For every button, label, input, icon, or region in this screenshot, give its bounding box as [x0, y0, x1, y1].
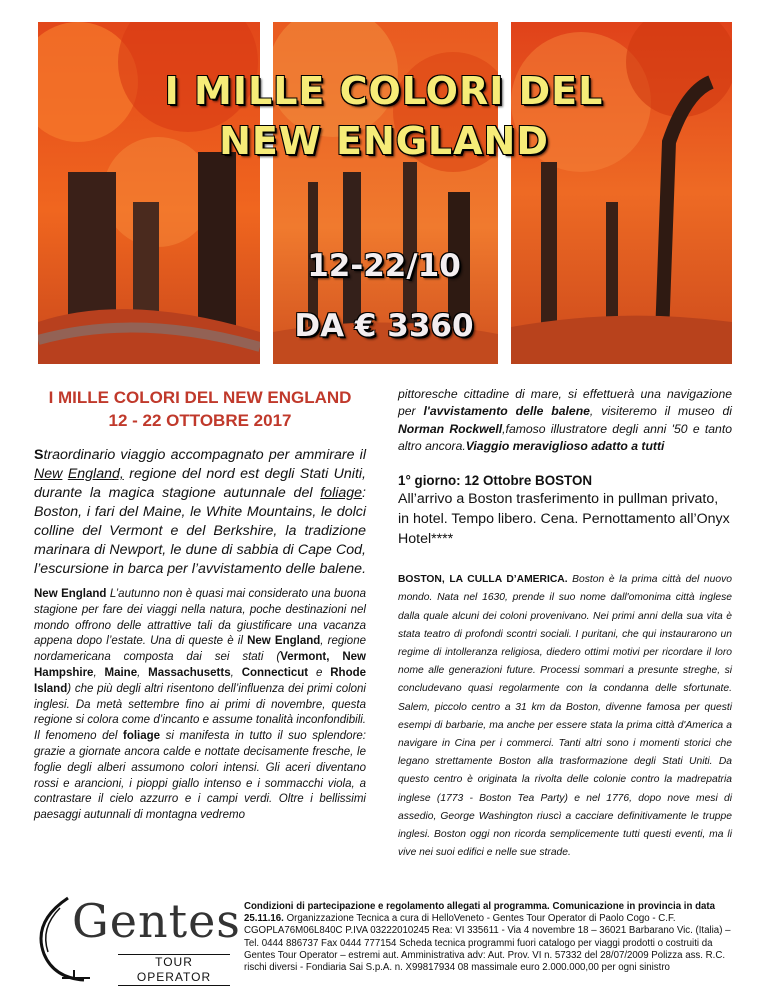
body-text: ,famoso illustratore degli anni '50 e tanto altro ancora.: [398, 421, 732, 453]
bold-term: Norman Rockwell: [398, 421, 503, 436]
left-column: [34, 386, 366, 824]
right-column: [398, 386, 732, 862]
hero-price: DA € 3360: [294, 308, 474, 344]
hero-title-line2: NEW ENGLAND: [219, 119, 549, 163]
article-title-line1: I MILLE COLORI DEL NEW ENGLAND: [48, 388, 352, 407]
body-text: , regione nordamericana composta dai sei stati (: [34, 635, 366, 664]
new-england-paragraph: [34, 587, 366, 824]
intro-underline: England,: [67, 466, 124, 482]
conditions-body: Organizzazione Tecnica a cura di HelloVeneto - Gentes Tour Operator di Paolo Cogo - C.F. CGOPLA76M06L840C P.IVA 03222010245 Rea: VI 335611 - Via 4 novembre 18 – 36021 Barbarano Vic. (Italia) – Tel. 0444 886737 Fax 0444 777154 Scheda tecnica programmi fuori catalogo per viaggi prodotti o costruiti da Gentes Tour Operator – estremi aut. Amministrativa adv: Aut. Prov. VI n. 57332 del 28/07/2009 Polizza ass. R.C. rischi diversi - Fondiaria Sai S.p.A. n. X99817934 08 massimale euro 2.000.000,00 per ogni sinistro: [244, 913, 731, 974]
bold-term: BOSTON, LA CULLA D’AMERICA.: [398, 574, 568, 586]
hero-banner: [0, 0, 768, 364]
bold-term: Connecticut: [241, 666, 309, 679]
bold-term: Viaggio meraviglioso adatto a tutti: [465, 438, 665, 453]
body-text: ) che più degli altri risentono dell’influenza dei primi coloni inglesi. Da metà settembre fino ai primi di novembre, questa regione si colora come d’incanto e assume tonalità inconfondibili. Il fenomeno del: [34, 682, 366, 743]
day1-title: 1° giorno: 12 Ottobre BOSTON: [398, 473, 593, 489]
continuation-paragraph: [398, 386, 732, 455]
intro-paragraph: [34, 446, 366, 579]
hero-dates: 12-22/10: [307, 248, 461, 284]
bold-term: New England: [247, 635, 321, 648]
intro-underline: New: [34, 466, 63, 482]
conditions-text: [244, 901, 738, 974]
body-text: L’autunno non è quasi mai considerato una buona stagione per fare dei viaggi nella natura, poche destinazioni nel mondo offrono delle attrattive tali da giustificare una vacanza appena dopo l’estate. Una di queste è il: [34, 588, 366, 648]
body-text: Boston è la prima città del nuovo mondo. Nata nel 1630, prende il suo nome dall'omonima città inglese dalla quale alcuni dei coloni provenivano. Nei primi anni della sua vita è stata teatro di profondi scontri sociali. I puritani, che qui instaurarono un regime di intolleranza religiosa, diedero ottimi motivi per ricordare il loro nome alle generazioni future. Processi sommari a presunte streghe, si concludevano quasi regolarmente con la condanna delle sfortunate. Salem, piccolo centro a 31 km da Boston, divenne famosa per questi esempi di barbarie, ma anche per essere stata la prima città d'America a navigare in Cina per i commerci. Tanti altri sono i momenti storici che legano strettamente Boston alla trasformazione degli Stati Uniti. Da questo centro è originata la rivolta delle colonie contro la madrepatria inglese (1773 - Boston Tea Party) e nel 1776, dopo nove mesi di assedio, George Washington riuscì a cacciare definitivamente le truppe inglesi. Boston oggi non ricorda semplicemente tutti questi eventi, ma li vive nei suoi edifici e nelle sue strade.: [398, 574, 732, 859]
bold-term: New England: [34, 588, 107, 600]
logo-name: Gentes: [72, 894, 241, 948]
bold-term: Vermont, New Hampshire: [34, 651, 366, 679]
hero-title-line1: I MILLE COLORI DEL: [164, 69, 604, 113]
bold-term: Massachusetts: [148, 666, 231, 679]
drop-cap: S: [34, 447, 44, 463]
footer: [0, 872, 768, 994]
boston-paragraph: [398, 571, 732, 862]
gentes-logo: [34, 892, 241, 984]
body-text: si manifesta in tutto il suo splendore: grazie a giornate ancora calde e nottate decisamente fresche, le foglie degli alberi assumono colori intensi. Gli aceri diventano rossi e arancioni, i pioppi giallo intenso e i sommacchi viola, a contrastare il cielo azzurro e i campi verdi. Oltre i bellissimi paesaggi autunnali di montagna vedremo: [34, 730, 366, 822]
hero-title: [0, 66, 768, 166]
conditions-bold: Condizioni di partecipazione e regolamento allegati al programma. Comunicazione in provincia in data 25.11.16.: [244, 901, 716, 925]
logo-subtitle: TOUR OPERATOR: [118, 954, 230, 986]
day1-text: All’arrivo a Boston trasferimento in pullman privato, in hotel. Tempo libero. Cena. Pernottamento all’Onyx Hotel****: [398, 491, 730, 548]
intro-text: traordinario viaggio accompagnato per ammirare il: [43, 447, 366, 463]
body-text: pittoresche cittadine di mare, si effettuerà una navigazione per: [398, 387, 732, 419]
article-title-line2: 12 - 22 OTTOBRE 2017: [108, 411, 292, 430]
bold-term: Rhode Island: [34, 666, 367, 695]
intro-underline: foliage: [320, 485, 363, 501]
intro-text: : Boston, i fari del Maine, le White Mountains, le dolci colline del Vermont e del Berkshire, la tradizione marinara di Newport, le dune di sabbia di Cape Cod, l’escursione in barca per l’avvistamento delle balene.: [34, 485, 367, 577]
article-title: [34, 386, 366, 432]
intro-text: regione del nord est degli Stati Uniti, durante la magica stagione autunnale del: [34, 466, 366, 501]
body-text: ,: [93, 666, 105, 679]
bold-term: Maine: [104, 666, 138, 679]
bold-term: l'avvistamento delle balene: [423, 404, 590, 419]
body-text: ,: [230, 666, 242, 679]
bold-term: foliage: [123, 730, 161, 743]
body-text: e: [308, 666, 331, 679]
body-text: ,: [137, 666, 149, 679]
body-text: , visiteremo il museo di: [589, 404, 732, 419]
